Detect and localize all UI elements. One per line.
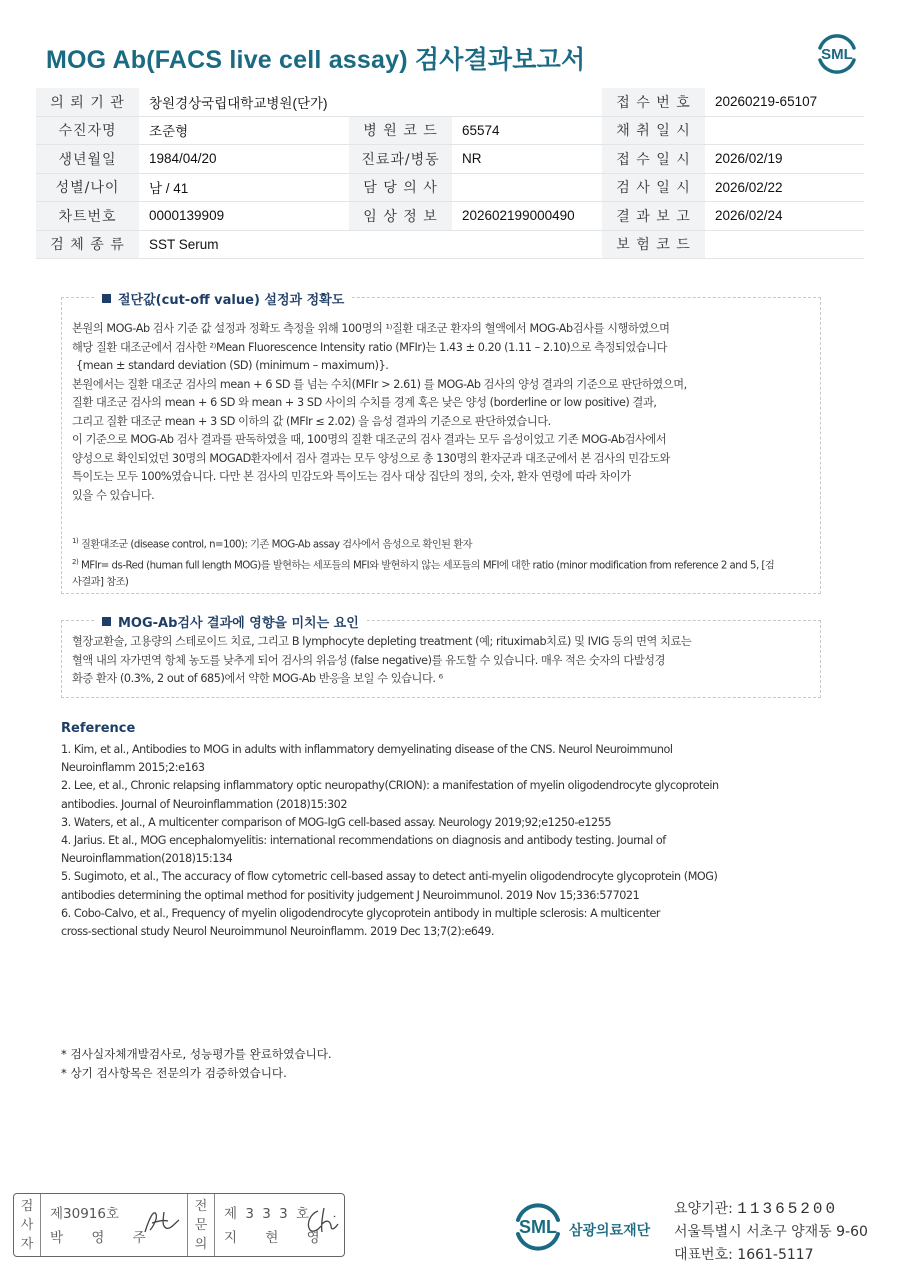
value-clinical-info: 202602199000490 (452, 202, 602, 231)
notes (61, 1045, 332, 1083)
footnote-2 (72, 554, 806, 575)
reference-line: antibodies determining the optimal method for positivity judgement J Neuroimmunol. 2019 Nov 15;336:577021 (61, 888, 640, 902)
phone-label: 대표번호: (674, 1247, 733, 1263)
value-chart-no: 0000139909 (139, 202, 349, 231)
table-row (36, 173, 864, 202)
divider (40, 1194, 41, 1256)
note-line: * 상기 검사항목은 전문의가 검증하였습니다. (61, 1066, 287, 1080)
institution-line (674, 1198, 868, 1221)
value-result-report: 2026/02/24 (705, 202, 864, 231)
sml-logo-icon (812, 28, 862, 78)
sml-logo-text: SML (519, 1217, 557, 1237)
sml-logo-icon (509, 1197, 567, 1255)
cutoff-line: {mean ± standard deviation (SD) (minimum – maximum)}. (76, 359, 389, 372)
value-specimen-type: SST Serum (139, 230, 602, 259)
value-receipt-no: 20260219-65107 (705, 88, 864, 116)
value-insurance-code (705, 230, 864, 259)
table-row (36, 202, 864, 231)
reference-line: cross-sectional study Neurol Neuroimmunol Neuroinflamm. 2019 Dec 13;7(2):e649. (61, 925, 494, 939)
table-row (36, 145, 864, 174)
sml-logo-text: SML (821, 46, 853, 63)
label-specimen-type: 검 체 종 류 (36, 230, 139, 259)
cutoff-line: 본원의 MOG-Ab 검사 기준 값 설정과 정확도 측정을 위해 100명의 ¹⁾질환 대조군 환자의 혈액에서 MOG-Ab검사를 시행하였으며 (72, 322, 670, 335)
value-patient-name: 조준형 (139, 116, 349, 145)
examiner-label-text: 검사자 (20, 1199, 34, 1252)
factors-heading-text: MOG-Ab검사 결과에 영향을 미치는 요인 (118, 616, 359, 631)
value-collection-date (705, 116, 864, 145)
factors-heading (94, 612, 367, 631)
label-sex-age: 성별/나이 (36, 173, 139, 202)
value-birth-date: 1984/04/20 (139, 145, 349, 174)
value-requesting-org: 창원경상국립대학교병원(단가) (139, 88, 602, 116)
footnote-2-cont: 사결과] 참조) (72, 576, 129, 588)
specialist-name: 지 현 영 (224, 1230, 332, 1246)
reference-line: Neuroinflammation(2018)15:134 (61, 852, 233, 866)
reference-line: 3. Waters, et al., A multicenter comparison of MOG-IgG cell-based assay. Neurology 2019;92;e1250-e1255 (61, 815, 612, 829)
specialist-signature-icon (304, 1206, 344, 1236)
list-item (61, 905, 801, 941)
label-insurance-code: 보 험 코 드 (602, 230, 705, 259)
specialist-label-text: 전문의 (194, 1199, 208, 1252)
table-row (36, 230, 864, 259)
foundation-name: 삼광의료재단 (569, 1223, 651, 1239)
label-receipt-no: 접 수 번 호 (602, 88, 705, 116)
label-chart-no: 차트번호 (36, 202, 139, 231)
footnote-1-mark: 1) (72, 537, 79, 545)
phone-number: 1661-5117 (737, 1247, 814, 1263)
value-sex-age: 남 / 41 (139, 173, 349, 202)
factors-section (61, 616, 821, 698)
cutoff-line: 질환 대조군 검사의 mean + 6 SD 와 mean + 3 SD 사이의 수치를 경계 혹은 낮은 양성 (borderline or low positive) 결과, (72, 396, 657, 409)
cutoff-line: 해당 질환 대조군에서 검사한 ²⁾Mean Fluorescence Intensity ratio (MFIr)는 1.43 ± 0.20 (1.11 – 2.10)으로 측정되었습니다 (72, 340, 668, 354)
cutoff-section (61, 293, 821, 594)
list-item (61, 832, 801, 868)
institution-no: 11365200 (737, 1200, 839, 1218)
cutoff-heading (94, 289, 352, 308)
value-department: NR (452, 145, 602, 174)
value-hospital-code: 65574 (452, 116, 602, 145)
cutoff-line: 있을 수 있습니다. (72, 488, 155, 502)
factors-body (72, 633, 806, 689)
cutoff-body (72, 320, 806, 591)
contact-info (674, 1198, 868, 1267)
value-receipt-date: 2026/02/19 (705, 145, 864, 174)
factors-line: 혈액 내의 자가면역 항체 농도를 낮추게 되어 검사의 위음성 (false negative)를 유도할 수 있습니다. 매우 적은 숫자의 다발성경 (72, 653, 665, 667)
examiner-label (16, 1197, 38, 1254)
phone-line (674, 1244, 868, 1267)
list-item (61, 868, 801, 904)
report-title: MOG Ab(FACS live cell assay) 검사결과보고서 (46, 46, 586, 74)
reference-line: 2. Lee, et al., Chronic relapsing inflammatory optic neuropathy(CRION): a manifestation of myelin oligodendrocyte glycoprotein (61, 779, 719, 793)
list-item (61, 814, 801, 832)
cutoff-line: 그리고 질환 대조군 mean + 3 SD 이하의 값 (MFIr ≤ 2.02) 을 음성 결과의 기준으로 판단하였습니다. (72, 414, 551, 428)
divider (214, 1194, 215, 1256)
reference-list (61, 741, 801, 941)
label-requesting-org: 의 뢰 기 관 (36, 88, 139, 116)
list-item (61, 777, 801, 813)
label-physician: 담 당 의 사 (349, 173, 452, 202)
label-department: 진료과/병동 (349, 145, 452, 174)
footnote-1 (72, 533, 806, 554)
table-row (36, 116, 864, 145)
reference-line: 6. Cobo-Calvo, et al., Frequency of myelin oligodendrocyte glycoprotein antibody in multiple sclerosis: A multicenter (61, 906, 661, 920)
cutoff-line: 본원에서는 질환 대조군 검사의 mean + 6 SD 를 넘는 수치(MFIr > 2.61) 를 MOG-Ab 검사의 양성 결과의 기준으로 판단하였으며, (72, 377, 687, 391)
examiner-name: 박 영 주 (50, 1230, 158, 1246)
list-item (61, 741, 801, 777)
label-result-report: 결 과 보 고 (602, 202, 705, 231)
reference-title: Reference (61, 721, 136, 736)
factors-line: 화증 환자 (0.3%, 2 out of 685)에서 약한 MOG-Ab 반응을 보일 수 있습니다. ⁶ (72, 672, 443, 685)
examiner-license-no: 제30916호 (50, 1206, 120, 1222)
cutoff-heading-text: 절단값(cut-off value) 설정과 정확도 (118, 293, 345, 308)
cutoff-line: 특이도는 모두 100%였습니다. 다만 본 검사의 민감도와 특이도는 검사 대상 집단의 정의, 숫자, 환자 연령에 따라 차이가 (72, 470, 631, 483)
signature-box (13, 1193, 345, 1257)
reference-line: antibodies. Journal of Neuroinflammation (2018)15:302 (61, 797, 347, 811)
cutoff-line: 이 기준으로 MOG-Ab 검사 결과를 판독하였을 때, 100명의 질환 대조군의 검사 결과는 모두 음성이었고 기존 MOG-Ab검사에서 (72, 433, 667, 446)
square-bullet-icon (102, 294, 111, 303)
label-receipt-date: 접 수 일 시 (602, 145, 705, 174)
examiner-signature-icon (142, 1206, 182, 1236)
factors-line: 혈장교환술, 고용량의 스테로이드 치료, 그리고 B lymphocyte depleting treatment (예; rituximab치료) 및 IVIG 등의 면역 치료는 (72, 635, 692, 648)
reference-line: 5. Sugimoto, et al., The accuracy of flow cytometric cell-based assay to detect anti-myelin oligodendrocyte glycoprotein (MOG) (61, 870, 718, 884)
label-patient-name: 수진자명 (36, 116, 139, 145)
square-bullet-icon (102, 617, 111, 626)
address: 서울특별시 서초구 양재동 9-60 (674, 1224, 868, 1240)
value-test-date: 2026/02/22 (705, 173, 864, 202)
label-test-date: 검 사 일 시 (602, 173, 705, 202)
label-hospital-code: 병 원 코 드 (349, 116, 452, 145)
specialist-label (190, 1197, 212, 1254)
footnote-2-mark: 2) (72, 557, 79, 566)
patient-info-table (36, 88, 864, 259)
divider (187, 1194, 188, 1256)
table-row (36, 88, 864, 116)
value-physician (452, 173, 602, 202)
label-clinical-info: 임 상 정 보 (349, 202, 452, 231)
note-line: * 검사실자체개발검사로, 성능평가를 완료하였습니다. (61, 1047, 332, 1061)
reference-line: Neuroinflamm 2015;2:e163 (61, 761, 205, 775)
institution-label: 요양기관: (674, 1201, 733, 1217)
specialist-license-no: 제 3 3 3 호 (224, 1206, 312, 1222)
footnote-1-text: 질환대조군 (disease control, n=100): 기존 MOG-Ab assay 검사에서 음성으로 확인된 환자 (80, 539, 472, 551)
reference-line: 4. Jarius. Et al., MOG encephalomyelitis: international recommendations on diagnosis and antibody testing. Journal of (61, 834, 666, 848)
label-collection-date: 채 취 일 시 (602, 116, 705, 145)
footnote-2-text: MFIr= ds-Red (human full length MOG)를 발현하는 세포들의 MFI와 발현하지 않는 세포들의 MFI에 대한 ratio (minor modification from reference 2 and 5, [검 (80, 560, 775, 572)
reference-line: 1. Kim, et al., Antibodies to MOG in adults with inflammatory demyelinating disease of the CNS. Neurol Neuroimmunol (61, 743, 673, 756)
cutoff-line: 양성으로 확인되었던 30명의 MOGAD환자에서 검사 결과는 모두 양성으로 총 130명의 환자군과 대조군에서 본 검사의 민감도와 (72, 451, 670, 465)
label-birth-date: 생년월일 (36, 145, 139, 174)
